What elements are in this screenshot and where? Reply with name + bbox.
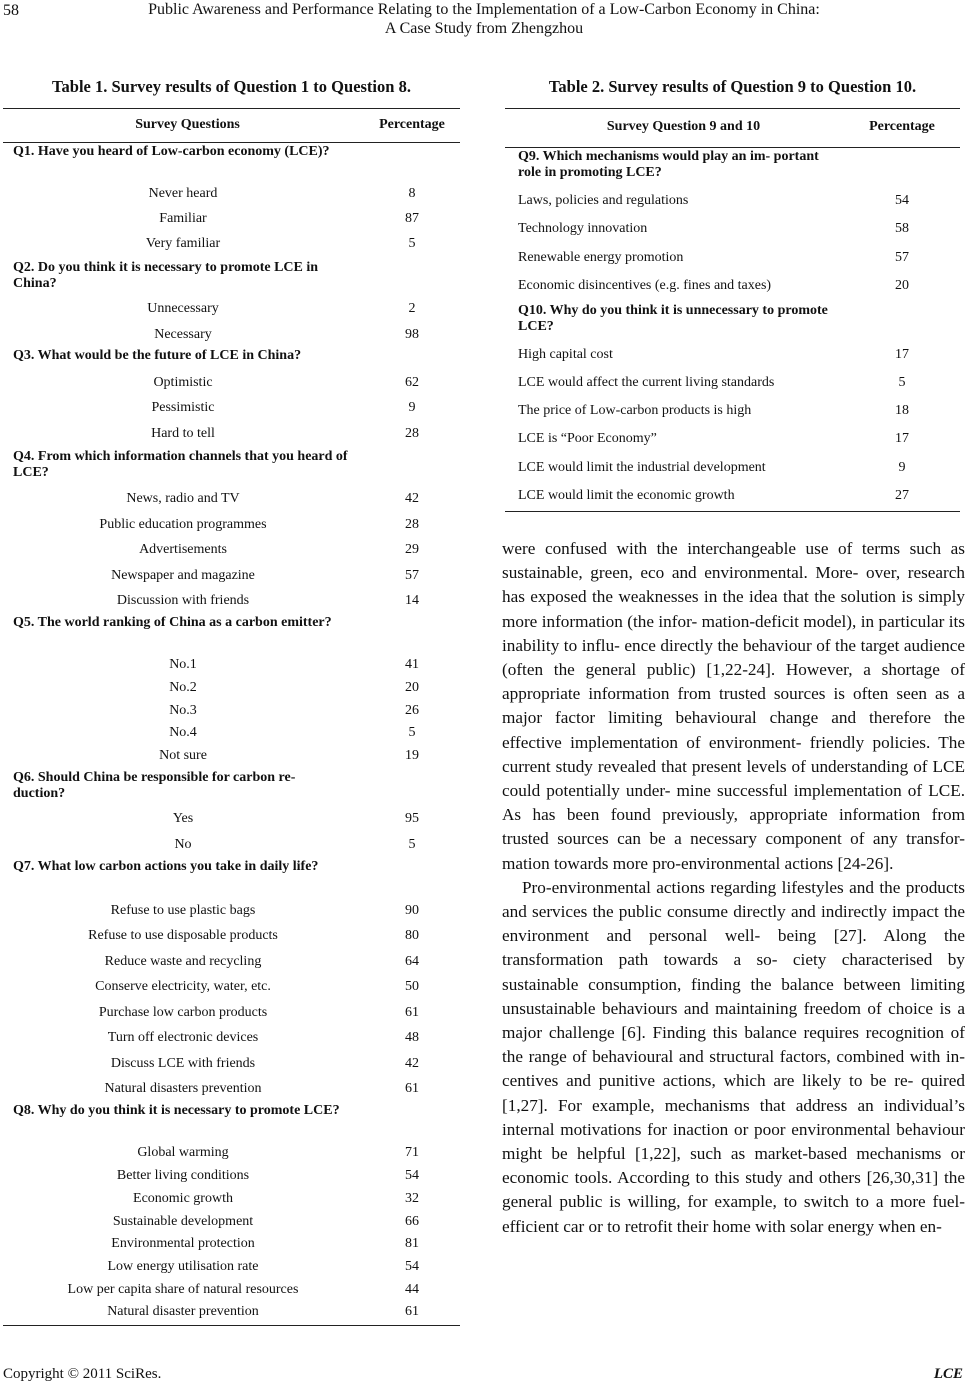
table2-bottom-rule	[505, 511, 960, 512]
table1-row-value: 8	[408, 186, 416, 201]
table1-row-label: Sustainable development	[112, 1214, 254, 1229]
table1-question: Q7. What low carbon actions you take in daily life?	[13, 859, 319, 874]
table1-row-label: News, radio and TV	[126, 491, 240, 506]
table1-caption: Table 1. Survey results of Question 1 to Question 8.	[52, 77, 411, 96]
table1-row-value: 81	[405, 1236, 419, 1251]
table2-caption: Table 2. Survey results of Question 9 to Question 10.	[548, 77, 917, 96]
table2-row-label: High capital cost	[518, 347, 613, 362]
table1-row-value: 48	[405, 1030, 419, 1045]
table1-row-value: 9	[408, 400, 416, 415]
running-header	[60, 0, 908, 38]
table2-row-label: Economic disincentives (e.g. fines and taxes)	[518, 278, 772, 293]
table1-header-percentage: Percentage	[379, 117, 445, 132]
table2-row-label: Renewable energy promotion	[518, 250, 684, 265]
table1-row-label: Never heard	[148, 186, 218, 201]
table1-row-value: 41	[405, 657, 419, 672]
table1-row-value: 62	[405, 375, 419, 390]
table2-row-label: Technology innovation	[518, 221, 648, 236]
table1-row-label: Environmental protection	[111, 1236, 255, 1251]
page-number: 58	[3, 2, 19, 19]
table1-row-label: Discussion with friends	[116, 593, 250, 608]
table1-row-label: Purchase low carbon products	[98, 1005, 268, 1020]
running-header-line2: A Case Study from Zhengzhou	[384, 20, 584, 37]
table2-row-value: 58	[895, 221, 909, 236]
table1-row-value: 98	[405, 327, 419, 342]
table1-row-label: Unnecessary	[147, 301, 219, 316]
table2-row-value: 17	[895, 431, 909, 446]
table2-header-questions: Survey Question 9 and 10	[606, 119, 761, 134]
table1-row-value: 2	[408, 301, 416, 316]
table1-row-value: 28	[405, 426, 419, 441]
table1-row-value: 32	[405, 1191, 419, 1206]
table1-row-value: 64	[405, 954, 419, 969]
table1-row-label: No.2	[169, 680, 197, 695]
table1-row-value: 57	[405, 568, 419, 583]
body-paragraph-1: were confused with the interchangeable use of terms such as sustainable, green, eco and environmental. More- over, research has exposed the weaknesses in the idea that the solution is simply more information (the infor- mation-deficit model), in particular its inability to influ- ence directly the behaviour of the target audience (often the general public) [1,22-24]. However, a shortage of appropriate information from trusted sources is often seen as a major factor limiting behavioural change and therefore the effective implementation of environment- friendly policies. The current study revealed that present levels of understanding of LCE could potentially under- mine successful implementation of LCE. As has been found previously, appropriate information from trusted sources can be a necessary component of any transfor- mation towards more pro-environmental actions [24-26].	[502, 539, 965, 873]
table1-row-label: No.4	[169, 725, 197, 740]
table2-question: Q10. Why do you think it is unnecessary to promote LCE?	[518, 303, 828, 334]
table2-row-value: 17	[895, 347, 909, 362]
table2-row-value: 18	[895, 403, 909, 418]
table1-row-value: 61	[405, 1005, 419, 1020]
table1-row-label: Turn off electronic devices	[107, 1030, 259, 1045]
table1-header-rule	[3, 142, 460, 143]
table1-row-label: Familiar	[159, 211, 207, 226]
footer-journal: LCE	[933, 1366, 963, 1382]
table1-row-label: Public education programmes	[99, 517, 267, 532]
table2-row-label: The price of Low-carbon products is high	[518, 403, 752, 418]
table2-row-label: LCE would affect the current living standards	[518, 375, 775, 390]
table1-question: Q3. What would be the future of LCE in China?	[13, 348, 302, 363]
table1-row-value: 5	[408, 236, 416, 251]
table1-row-value: 90	[405, 903, 419, 918]
table2-row-label: LCE would limit the industrial development	[518, 460, 766, 475]
table1-row-value: 71	[405, 1145, 419, 1160]
table1-row-value: 54	[405, 1259, 419, 1274]
table1-row-label: Economic growth	[133, 1191, 233, 1206]
body-paragraph-2: Pro-environmental actions regarding lifestyles and the products and services the public consume directly and indirectly impact the environment and personal well- being [27]. Along the transformation path towards a so- ciety characterised by sustainable consumption, finding the balance between limiting unsustainable behaviours and maintaining freedom of choice is a major challenge [6]. Finding this balance requires recognition of the range of behavioural and structural factors, combined with in- centives and punitive actions, which are likely to be re- quired [1,27]. For example, mechanisms that address an individual’s internal motivations for inaction or poor environmental behaviour might be helpful [1,22], such as market-based mechanisms or economic tools. According to this study and others [26,30,31] the general public is willing, for example, to switch to a more fuel-efficient car or to retrofit their home with solar energy when en-	[502, 877, 965, 1236]
body-text-column	[502, 537, 965, 1239]
table1-row-label: No.3	[169, 703, 197, 718]
table1-row-value: 44	[405, 1282, 419, 1297]
table1-question: Q6. Should China be responsible for carbon re- duction?	[13, 770, 296, 801]
table2-top-rule	[505, 108, 960, 109]
table1-row-label: Global warming	[137, 1145, 229, 1160]
table1-bottom-rule	[3, 1325, 460, 1326]
table1-row-value: 28	[405, 517, 419, 532]
table1-row-value: 50	[405, 979, 419, 994]
table1-question: Q8. Why do you think it is necessary to promote LCE?	[13, 1103, 340, 1118]
footer-copyright: Copyright © 2011 SciRes.	[3, 1366, 162, 1382]
table1-row-value: 54	[405, 1168, 419, 1183]
table1-header-questions: Survey Questions	[135, 117, 240, 132]
table1-row-label: Reduce waste and recycling	[104, 954, 262, 969]
table1-row-value: 5	[408, 725, 416, 740]
table1-row-value: 20	[405, 680, 419, 695]
table1-row-label: Optimistic	[153, 375, 213, 390]
table2-question: Q9. Which mechanisms would play an im- portant role in promoting LCE?	[518, 149, 819, 180]
table1-row-value: 29	[405, 542, 419, 557]
table1-row-label: Newspaper and magazine	[111, 568, 255, 583]
table1-row-label: No.1	[169, 657, 197, 672]
table2-header-percentage: Percentage	[869, 119, 935, 134]
table1-row-value: 87	[405, 211, 419, 226]
table1-row-label: Natural disaster prevention	[107, 1304, 259, 1319]
table2-row-value: 9	[898, 460, 906, 475]
table1-row-value: 42	[405, 1056, 419, 1071]
table1-row-label: Very familiar	[145, 236, 221, 251]
table1-row-value: 95	[405, 811, 419, 826]
table2-row-label: Laws, policies and regulations	[518, 193, 689, 208]
table2-row-value: 5	[898, 375, 906, 390]
table1-row-label: No	[174, 837, 192, 852]
table2-row-label: LCE is “Poor Economy”	[518, 431, 657, 446]
table2-row-value: 20	[895, 278, 909, 293]
table1-row-label: Not sure	[159, 748, 207, 763]
table1-question: Q4. From which information channels that you heard of LCE?	[13, 449, 348, 480]
table2-header-rule	[505, 147, 960, 148]
table1-row-value: 14	[405, 593, 419, 608]
table1-row-value: 80	[405, 928, 419, 943]
table1-row-label: Advertisements	[139, 542, 227, 557]
table1-question: Q5. The world ranking of China as a carbon emitter?	[13, 615, 332, 630]
table1-row-label: Pessimistic	[151, 400, 215, 415]
table1-top-rule	[3, 108, 460, 109]
table1-row-label: Necessary	[154, 327, 212, 342]
table1-row-value: 61	[405, 1081, 419, 1096]
table1-row-label: Refuse to use plastic bags	[110, 903, 256, 918]
table2-row-label: LCE would limit the economic growth	[518, 488, 735, 503]
table1-row-label: Refuse to use disposable products	[88, 928, 278, 943]
table1-row-label: Low energy utilisation rate	[107, 1259, 259, 1274]
table1-row-label: Discuss LCE with friends	[110, 1056, 256, 1071]
table1-row-label: Low per capita share of natural resources	[67, 1282, 299, 1297]
table2-row-value: 27	[895, 488, 909, 503]
table1-row-label: Better living conditions	[116, 1168, 250, 1183]
table1-row-value: 5	[408, 837, 416, 852]
table1-row-label: Natural disasters prevention	[104, 1081, 262, 1096]
table1-row-value: 19	[405, 748, 419, 763]
table2-row-value: 57	[895, 250, 909, 265]
table1-row-value: 26	[405, 703, 419, 718]
running-header-line1: Public Awareness and Performance Relating to the Implementation of a Low-Carbon Economy in China:	[148, 1, 820, 18]
table1-row-value: 42	[405, 491, 419, 506]
table1-question: Q1. Have you heard of Low-carbon economy (LCE)?	[13, 144, 330, 159]
table1-row-value: 66	[405, 1214, 419, 1229]
table1-question: Q2. Do you think it is necessary to promote LCE in China?	[13, 260, 319, 291]
table1-row-value: 61	[405, 1304, 419, 1319]
table1-row-label: Hard to tell	[151, 426, 215, 441]
table2-row-value: 54	[895, 193, 909, 208]
table1-row-label: Yes	[172, 811, 194, 826]
table1-row-label: Conserve electricity, water, etc.	[95, 979, 271, 994]
